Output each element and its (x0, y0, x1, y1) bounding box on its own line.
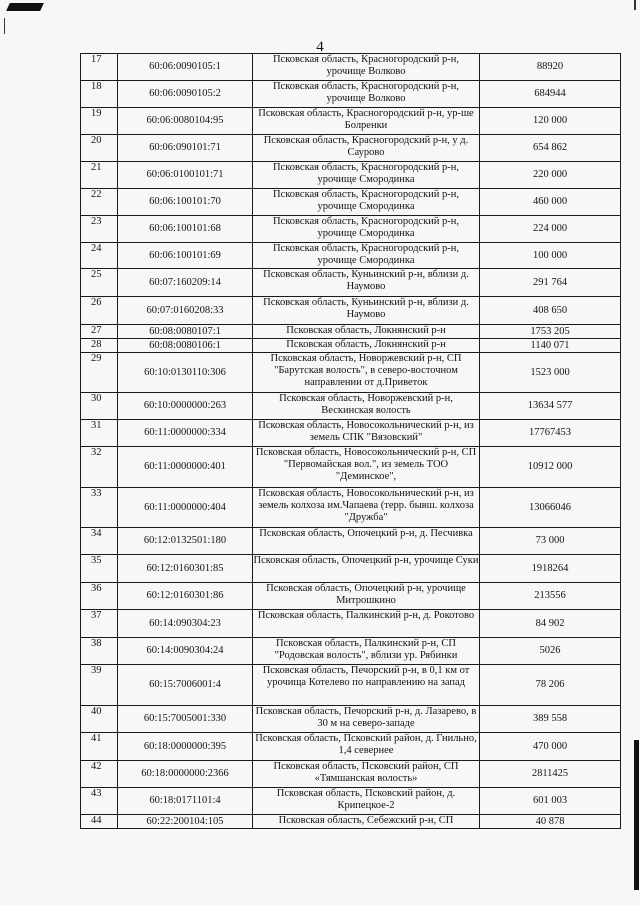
row-number: 38 (81, 638, 118, 665)
table-row (81, 243, 621, 269)
row-number: 32 (81, 447, 118, 488)
scan-mark (4, 18, 8, 34)
plot-location: Псковская область, Опочецкий р-н, урочище Митрошкино (253, 583, 480, 610)
table-row (81, 393, 621, 420)
plot-area: 88920 (480, 54, 621, 81)
table-row (81, 555, 621, 583)
table-row (81, 339, 621, 353)
table-row (81, 81, 621, 108)
table-row (81, 788, 621, 815)
plot-location: Псковская область, Палкинский р-н, СП "Родовская волость", вблизи ур. Рябинки (253, 638, 480, 665)
table-row (81, 297, 621, 325)
cadastral-number: 60:11:0000000:404 (118, 488, 253, 528)
row-number: 26 (81, 297, 118, 325)
table-row (81, 269, 621, 297)
plot-area: 10912 000 (480, 447, 621, 488)
plot-area: 224 000 (480, 216, 621, 243)
row-number: 23 (81, 216, 118, 243)
table-row (81, 162, 621, 189)
scan-mark (630, 0, 636, 10)
plot-area: 40 878 (480, 815, 621, 829)
plot-location: Псковская область, Красногородский р-н, у д. Саурово (253, 135, 480, 162)
plot-location: Псковская область, Печорский р-н, в 0,1 км от урочища Котелево по направлению на запад (253, 665, 480, 706)
cadastral-number: 60:14:090304:23 (118, 610, 253, 638)
table-row (81, 325, 621, 339)
table-row (81, 189, 621, 216)
row-number: 21 (81, 162, 118, 189)
plot-area: 100 000 (480, 243, 621, 269)
plot-area: 291 764 (480, 269, 621, 297)
plot-location: Псковская область, Куньинский р-н, вблизи д. Наумово (253, 269, 480, 297)
plot-location: Псковская область, Красногородский р-н, урочище Смородинка (253, 243, 480, 269)
cadastral-number: 60:06:100101:70 (118, 189, 253, 216)
cadastral-number: 60:14:0090304:24 (118, 638, 253, 665)
row-number: 41 (81, 733, 118, 761)
plot-location: Псковская область, Псковский район, д. Крипецкое-2 (253, 788, 480, 815)
cadastral-number: 60:18:0171101:4 (118, 788, 253, 815)
cadastral-number: 60:10:0130110:306 (118, 353, 253, 393)
row-number: 37 (81, 610, 118, 638)
table-row (81, 733, 621, 761)
plot-location: Псковская область, Псковский район, д. Гнильно, 1,4 севернее (253, 733, 480, 761)
plot-location: Псковская область, Себежский р-н, СП (253, 815, 480, 829)
table-row (81, 583, 621, 610)
plot-area: 1140 071 (480, 339, 621, 353)
cadastral-number: 60:06:0090105:1 (118, 54, 253, 81)
plot-location: Псковская область, Новоржевский р-н, Вескинская волость (253, 393, 480, 420)
plot-location: Псковская область, Локнянский р-н (253, 325, 480, 339)
plot-location: Псковская область, Новосокольнический р-н, из земель колхоза им.Чапаева (терр. бывш. колхоза "Дружба" (253, 488, 480, 528)
cadastral-number: 60:11:0000000:334 (118, 420, 253, 447)
cadastral-number: 60:18:0000000:2366 (118, 761, 253, 788)
cadastral-number: 60:06:0090105:2 (118, 81, 253, 108)
cadastral-number: 60:11:0000000:401 (118, 447, 253, 488)
row-number: 19 (81, 108, 118, 135)
cadastral-number: 60:06:100101:68 (118, 216, 253, 243)
row-number: 43 (81, 788, 118, 815)
plot-area: 460 000 (480, 189, 621, 216)
plot-location: Псковская область, Красногородский р-н, урочище Смородинка (253, 216, 480, 243)
row-number: 36 (81, 583, 118, 610)
plot-area: 13634 577 (480, 393, 621, 420)
plot-area: 78 206 (480, 665, 621, 706)
plot-area: 84 902 (480, 610, 621, 638)
table-row (81, 353, 621, 393)
plot-location: Псковская область, Печорский р-н, д. Лазарево, в 30 м на северо-западе (253, 706, 480, 733)
plot-area: 13066046 (480, 488, 621, 528)
page-number: 4 (316, 39, 324, 55)
row-number: 17 (81, 54, 118, 81)
plot-area: 1523 000 (480, 353, 621, 393)
row-number: 22 (81, 189, 118, 216)
table-row (81, 420, 621, 447)
row-number: 18 (81, 81, 118, 108)
plot-location: Псковская область, Куньинский р-н, вблизи д. Наумово (253, 297, 480, 325)
table-row (81, 706, 621, 733)
row-number: 27 (81, 325, 118, 339)
plot-area: 1753 205 (480, 325, 621, 339)
row-number: 20 (81, 135, 118, 162)
cadastral-number: 60:06:100101:69 (118, 243, 253, 269)
table-row (81, 216, 621, 243)
row-number: 31 (81, 420, 118, 447)
plot-area: 120 000 (480, 108, 621, 135)
row-number: 33 (81, 488, 118, 528)
table-row (81, 135, 621, 162)
plot-area: 2811425 (480, 761, 621, 788)
table-row (81, 447, 621, 488)
plot-location: Псковская область, Опочецкий р-н, урочище Суки (253, 555, 480, 583)
plot-area: 1918264 (480, 555, 621, 583)
row-number: 28 (81, 339, 118, 353)
row-number: 44 (81, 815, 118, 829)
plot-area: 73 000 (480, 528, 621, 555)
plot-area: 17767453 (480, 420, 621, 447)
table-row (81, 54, 621, 81)
plot-location: Псковская область, Новосокольнический р-н, СП "Первомайская вол.", из земель ТОО "Деминское", (253, 447, 480, 488)
plot-area: 389 558 (480, 706, 621, 733)
row-number: 35 (81, 555, 118, 583)
plot-location: Псковская область, Локнянский р-н (253, 339, 480, 353)
cadastral-number: 60:15:7006001:4 (118, 665, 253, 706)
plot-location: Псковская область, Красногородский р-н, урочище Смородинка (253, 162, 480, 189)
cadastral-number: 60:06:0100101:71 (118, 162, 253, 189)
scan-mark (6, 3, 44, 11)
table-row (81, 108, 621, 135)
plot-area: 220 000 (480, 162, 621, 189)
row-number: 39 (81, 665, 118, 706)
cadastral-number: 60:22:200104:105 (118, 815, 253, 829)
table-row (81, 528, 621, 555)
plot-location: Псковская область, Палкинский р-н, д. Рокотово (253, 610, 480, 638)
row-number: 25 (81, 269, 118, 297)
table-row (81, 665, 621, 706)
row-number: 24 (81, 243, 118, 269)
row-number: 29 (81, 353, 118, 393)
table-row (81, 761, 621, 788)
cadastral-number: 60:12:0132501:180 (118, 528, 253, 555)
plot-area: 5026 (480, 638, 621, 665)
plot-location: Псковская область, Опочецкий р-н, д. Песчивка (253, 528, 480, 555)
cadastral-number: 60:06:090101:71 (118, 135, 253, 162)
plot-location: Псковская область, Новосокольнический р-н, из земель СПК "Вязовский" (253, 420, 480, 447)
plot-location: Псковская область, Красногородский р-н, урочище Смородинка (253, 189, 480, 216)
plot-area: 213556 (480, 583, 621, 610)
row-number: 40 (81, 706, 118, 733)
cadastral-number: 60:07:0160208:33 (118, 297, 253, 325)
scan-edge-mark (624, 740, 639, 890)
plot-location: Псковская область, Псковский район, СП «Тямшанская волость» (253, 761, 480, 788)
plot-area: 684944 (480, 81, 621, 108)
plot-area: 408 650 (480, 297, 621, 325)
row-number: 34 (81, 528, 118, 555)
plot-location: Псковская область, Красногородский р-н, урочище Волково (253, 54, 480, 81)
table-row (81, 488, 621, 528)
row-number: 42 (81, 761, 118, 788)
cadastral-number: 60:10:0000000:263 (118, 393, 253, 420)
cadastral-number: 60:08:0080106:1 (118, 339, 253, 353)
cadastral-number: 60:08:0080107:1 (118, 325, 253, 339)
table-row (81, 638, 621, 665)
cadastral-number: 60:12:0160301:85 (118, 555, 253, 583)
plot-location: Псковская область, Красногородский р-н, ур-ше Болренки (253, 108, 480, 135)
land-plots-table (80, 53, 621, 829)
plot-area: 601 003 (480, 788, 621, 815)
table-row (81, 610, 621, 638)
table-row (81, 815, 621, 829)
plot-area: 470 000 (480, 733, 621, 761)
plot-location: Псковская область, Красногородский р-н, урочище Волково (253, 81, 480, 108)
cadastral-number: 60:18:0000000:395 (118, 733, 253, 761)
row-number: 30 (81, 393, 118, 420)
plot-area: 654 862 (480, 135, 621, 162)
cadastral-number: 60:15:7005001:330 (118, 706, 253, 733)
plot-location: Псковская область, Новоржевский р-н, СП "Барутская волость", в северо-восточном направлении от д.Приветок (253, 353, 480, 393)
cadastral-number: 60:06:0080104:95 (118, 108, 253, 135)
cadastral-number: 60:07:160209:14 (118, 269, 253, 297)
cadastral-number: 60:12:0160301:86 (118, 583, 253, 610)
